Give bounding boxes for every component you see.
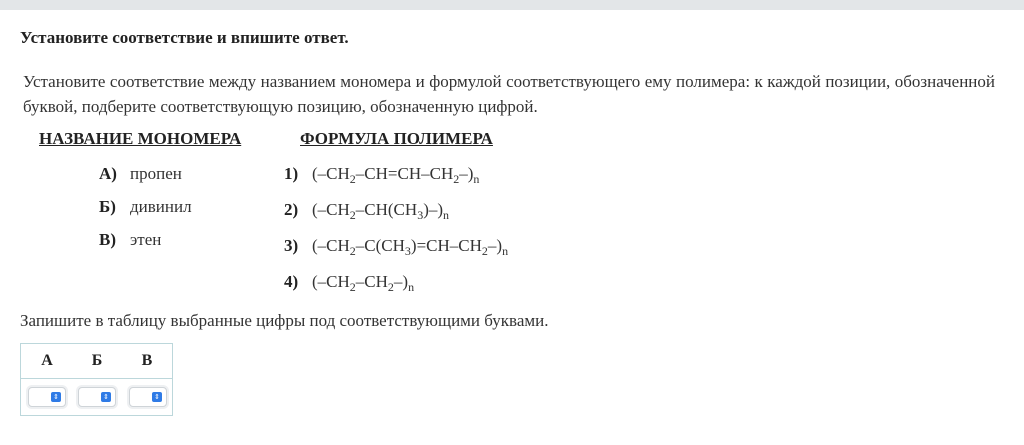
updown-stepper-icon: ⇕ xyxy=(152,392,162,402)
monomer-column-header: НАЗВАНИЕ МОНОМЕРА xyxy=(39,129,242,148)
answer-select-v[interactable] xyxy=(129,387,167,407)
polymer-formula: $(-CH_2-CH_2-)_n$ xyxy=(312,272,415,294)
polymer-key: 2) xyxy=(284,200,299,219)
answer-select-b[interactable] xyxy=(78,387,116,407)
monomer-key: Б) xyxy=(99,197,116,216)
monomer-key: В) xyxy=(99,230,116,249)
polymer-formula: $(-CH_2-CH(CH_3)-)_n$ xyxy=(312,200,450,222)
polymer-formula: $(-CH_2-C(CH_3)=CH-CH_2-)_n$ xyxy=(312,236,509,258)
answer-header-b: Б xyxy=(91,352,103,369)
monomer-key: А) xyxy=(99,164,117,183)
task-intro: Установите соответствие между названием мономера и формулой соответствующего ему полимера: к каждой позиции, обозначенной буквой, подберите соответствующую позицию, обозначенную цифрой. xyxy=(23,72,995,116)
updown-stepper-icon: ⇕ xyxy=(51,392,61,402)
polymer-key: 3) xyxy=(284,236,299,255)
monomer-name: дивинил xyxy=(130,197,192,216)
answer-header-v: В xyxy=(141,352,153,369)
answer-instruction: Запишите в таблицу выбранные цифры под соответствующими буквами. xyxy=(20,311,549,330)
polymer-key: 4) xyxy=(284,272,299,291)
answer-header-a: А xyxy=(41,352,53,369)
task-heading: Установите соответствие и впишите ответ. xyxy=(20,28,349,47)
answer-table-header xyxy=(21,344,172,379)
answer-table xyxy=(20,343,173,416)
polymer-key: 1) xyxy=(284,164,299,183)
polymer-formula: $(-CH_2-CH=CH-CH_2-)_n$ xyxy=(312,164,480,186)
answer-select-a[interactable] xyxy=(28,387,66,407)
updown-stepper-icon: ⇕ xyxy=(101,392,111,402)
monomer-name: пропен xyxy=(130,164,182,183)
polymer-column-header: ФОРМУЛА ПОЛИМЕРА xyxy=(300,129,493,148)
monomer-name: этен xyxy=(130,230,162,249)
